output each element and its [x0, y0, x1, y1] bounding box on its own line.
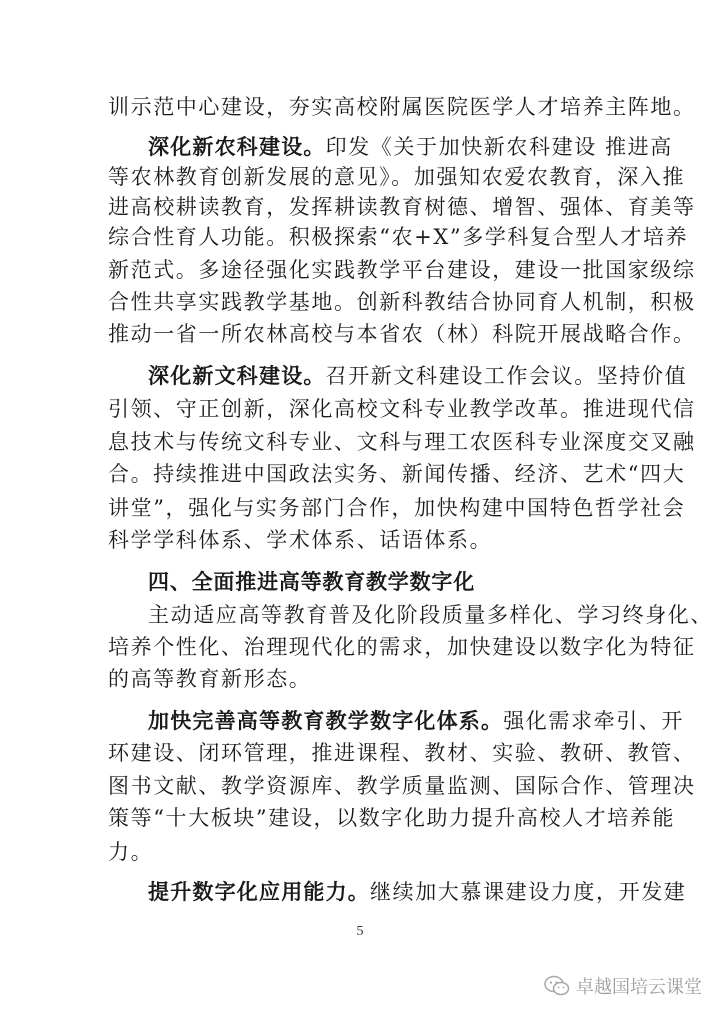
text-line: 环建设、闭环管理，推进课程、教材、实验、教研、教管、: [108, 741, 696, 765]
bold-lead: 提升数字化应用能力。: [148, 880, 370, 904]
bold-lead: 深化新农科建设。: [148, 135, 326, 159]
page-number: 5: [356, 924, 364, 939]
text-line: 综合性育人功能。积极探索“农+X”多学科复合型人才培养: [108, 225, 689, 249]
text-line: 进高校耕读教育，发挥耕读教育树德、增智、强体、育美等: [108, 195, 696, 219]
text-line: 深化新农科建设。印发《关于加快新农科建设 推进高: [148, 135, 673, 159]
wechat-icon: [544, 975, 570, 997]
text-line: 讲堂”，强化与实务部门合作，加快构建中国特色哲学社会: [108, 496, 686, 520]
text-line: 引领、守正创新，深化高校文科专业教学改革。推进现代信: [108, 397, 696, 421]
text-line: 训示范中心建设，夯实高校附属医院医学人才培养主阵地。: [108, 95, 696, 119]
text-line: 深化新文科建设。召开新文科建设工作会议。坚持价值: [148, 364, 688, 388]
text-line: 主动适应高等教育普及化阶段质量多样化、学习终身化、: [148, 603, 713, 627]
text-line: 培养个性化、治理现代化的需求，加快建设以数字化为特征: [108, 635, 696, 659]
text-line: 的高等教育新形态。: [108, 667, 312, 691]
text-line: 息技术与传统文科专业、文科与理工农医科专业深度交叉融: [108, 430, 696, 454]
text-line: 图书文献、教学资源库、教学质量监测、国际合作、管理决: [108, 774, 696, 798]
text-line: 策等“十大板块”建设，以数字化助力提升高校人才培养能: [108, 806, 676, 830]
watermark: [544, 972, 702, 1000]
text-line: 科学学科体系、学术体系、话语体系。: [108, 528, 493, 552]
text-line: 新范式。多途径强化实践教学平台建设，建设一批国家级综: [108, 258, 696, 282]
watermark-text: 卓越国培云课堂: [576, 977, 702, 998]
text-line: 提升数字化应用能力。继续加大慕课建设力度，开发建: [148, 880, 687, 904]
text-line: 合。持续推进中国政法实务、新闻传播、经济、艺术“四大: [108, 462, 686, 486]
text-line: 推动一省一所农林高校与本省农（林）科院开展战略合作。: [108, 322, 696, 346]
text-line: 合性共享实践教学基地。创新科教结合协同育人机制，积极: [108, 290, 696, 314]
text-line: 力。: [108, 840, 154, 864]
text-line: 等农林教育创新发展的意见》。加强知农爱农教育，深入推: [108, 165, 686, 189]
bold-lead: 深化新文科建设。: [148, 364, 326, 388]
bold-lead: 加快完善高等教育教学数字化体系。: [148, 709, 504, 733]
text-line: 加快完善高等教育教学数字化体系。强化需求牵引、开: [148, 709, 685, 733]
section-heading: 四、全面推进高等教育教学数字化: [148, 570, 475, 594]
